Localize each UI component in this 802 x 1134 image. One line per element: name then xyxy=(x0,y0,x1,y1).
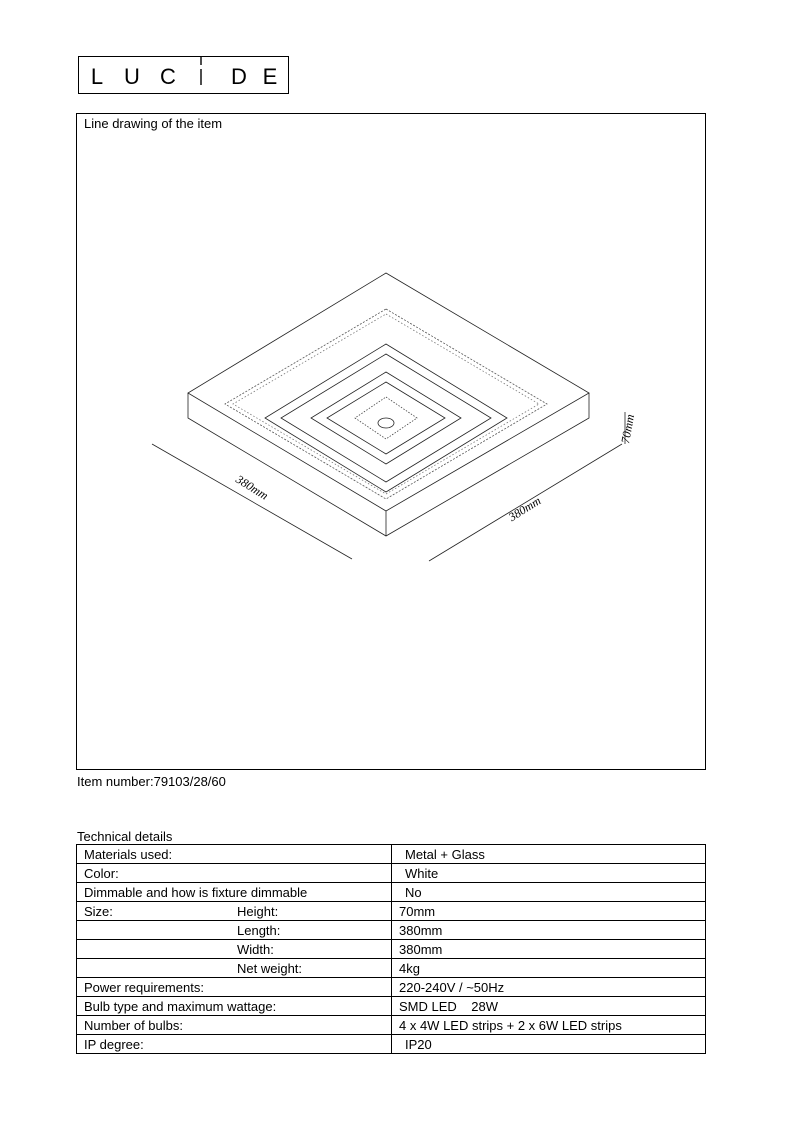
logo-letter-u: U xyxy=(124,64,140,89)
logo-letter-c: C xyxy=(160,64,176,89)
spec-label: Size: xyxy=(84,903,113,919)
spec-value: White xyxy=(392,864,706,883)
table-row xyxy=(77,921,706,940)
spec-label: Number of bulbs: xyxy=(77,1016,392,1035)
logo-letter-l: L xyxy=(90,64,104,89)
spec-value: 380mm xyxy=(392,940,706,959)
center-light-circle xyxy=(378,418,394,428)
spec-value: Metal + Glass xyxy=(392,845,706,864)
table-row xyxy=(77,959,706,978)
spec-value: 4 x 4W LED strips + 2 x 6W LED strips xyxy=(392,1016,706,1035)
spec-label-cell xyxy=(77,902,392,921)
table-row xyxy=(77,997,706,1016)
item-number: Item number:79103/28/60 xyxy=(77,774,226,789)
spec-value: 220-240V / ~50Hz xyxy=(392,978,706,997)
spec-label: IP degree: xyxy=(77,1035,392,1054)
spec-label: Materials used: xyxy=(77,845,392,864)
dimension-label-right: 380mm xyxy=(505,493,544,525)
spec-label: Dimmable and how is fixture dimmable xyxy=(77,883,392,902)
spec-label: Bulb type and maximum wattage: xyxy=(77,997,392,1016)
spec-value: SMD LED 28W xyxy=(392,997,706,1016)
drawing-caption: Line drawing of the item xyxy=(84,116,223,131)
technical-details-title: Technical details xyxy=(77,829,173,844)
spec-sublabel: Length: xyxy=(237,922,281,938)
dimension-label-height: 70mm xyxy=(618,413,638,445)
technical-details-table xyxy=(76,844,706,1054)
spec-label: Color: xyxy=(77,864,392,883)
fixture-top-outline xyxy=(188,273,589,511)
spec-value: 380mm xyxy=(392,921,706,940)
spec-value: IP20 xyxy=(392,1035,706,1054)
dimension-label-left: 380mm xyxy=(233,472,271,503)
line-drawing-panel xyxy=(76,113,706,770)
spec-label: Power requirements: xyxy=(77,978,392,997)
table-row xyxy=(77,978,706,997)
spec-value: No xyxy=(392,883,706,902)
table-row xyxy=(77,902,706,921)
logo-letter-e: E xyxy=(262,64,278,89)
table-row xyxy=(77,845,706,864)
fixture-line-drawing xyxy=(77,114,705,769)
spec-value: 70mm xyxy=(392,902,706,921)
table-row xyxy=(77,1035,706,1054)
spec-value: 4kg xyxy=(392,959,706,978)
table-row xyxy=(77,864,706,883)
spec-sublabel: Width: xyxy=(237,941,274,957)
spec-label-cell xyxy=(77,921,392,940)
logo-letter-d: D xyxy=(231,64,247,89)
spec-sublabel: Height: xyxy=(237,903,279,919)
table-row xyxy=(77,940,706,959)
brand-logo xyxy=(78,56,289,94)
spec-label-cell xyxy=(77,940,392,959)
spec-label-cell xyxy=(77,959,392,978)
table-row xyxy=(77,1016,706,1035)
spec-sublabel: Net weight: xyxy=(237,960,303,976)
table-row xyxy=(77,883,706,902)
